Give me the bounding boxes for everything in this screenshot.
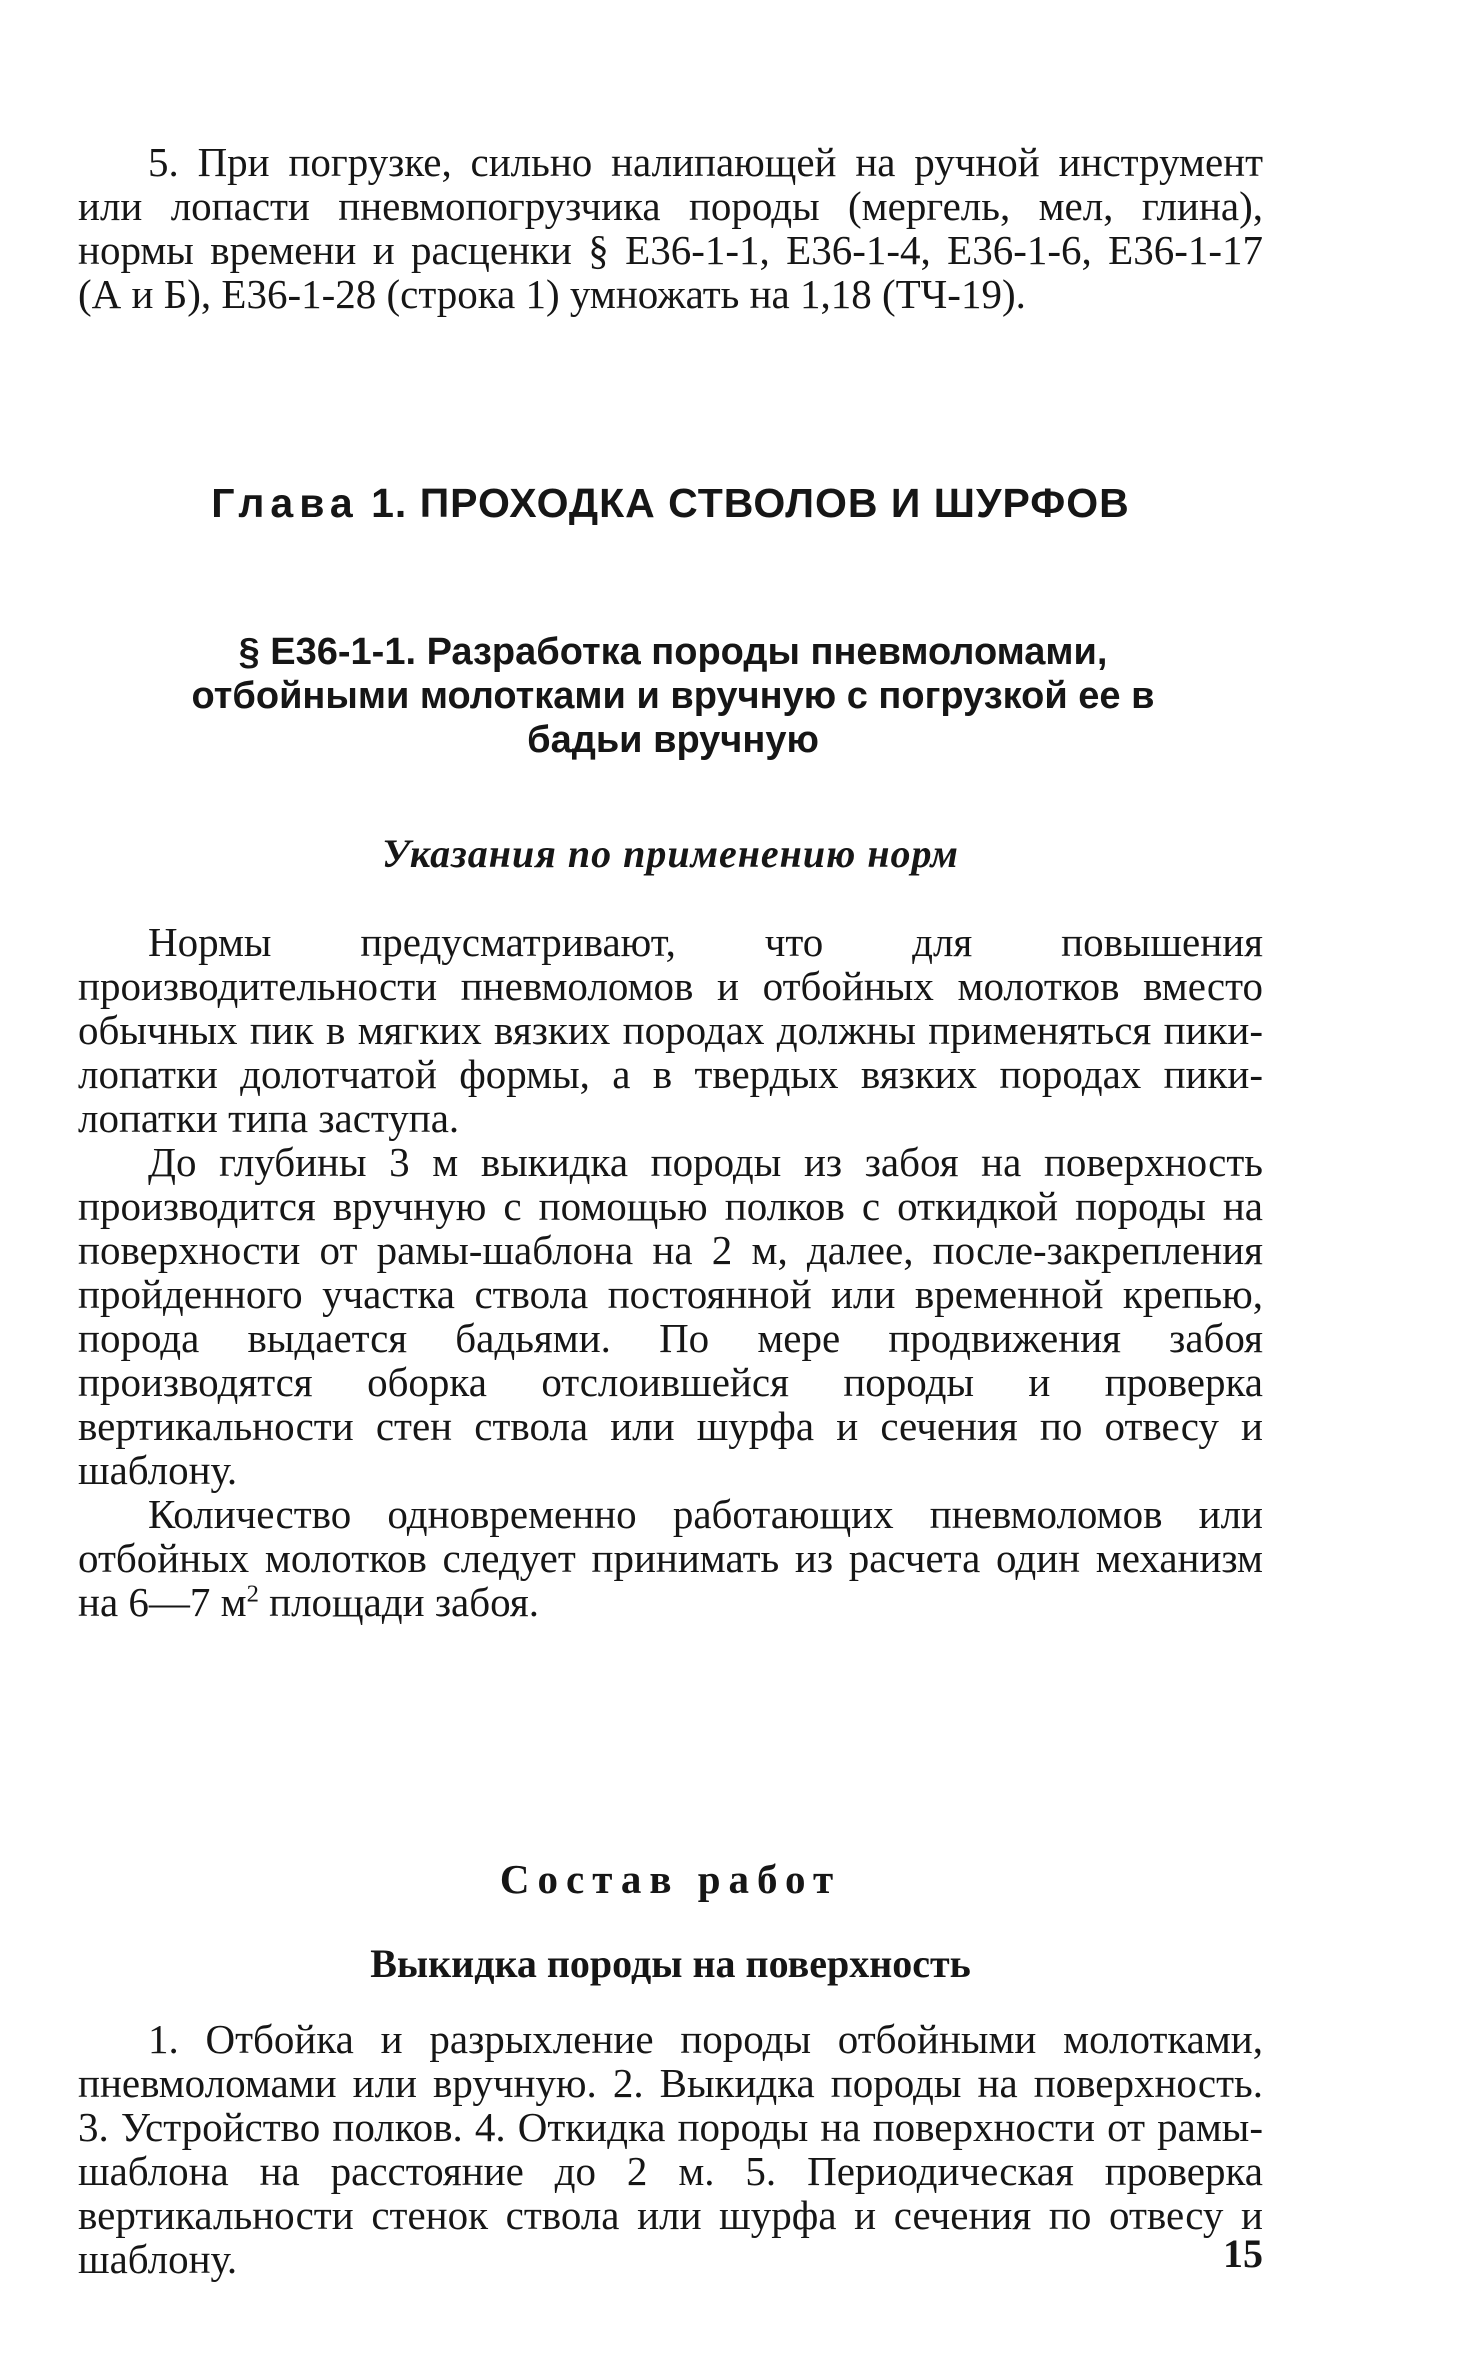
works-heading: Состав работ [499,1856,842,1902]
works-paragraph: 1. Отбойка и разрыхление породы отбойными молотками, пневмоломами или вручную. 2. Выкидка породы на поверхность. 3. Устройство полков. 4. Откидка породы на поверхности от рамы-шаблона на расстояние до 2 м. 5. Периодическая проверка вертикальности стенок ствола или шурфа и сечения по отвесу и шаблону. [78,2016,1263,2282]
norms-paragraph-2: До глубины 3 м выкидка породы из забоя на поверхность производится вручную с помощью полков с откидкой породы на поверхности от рамы-шаблона на 2 м, далее, после-закрепления пройденного участка ствола постоянной или временной крепью, порода выдается бадьями. По мере продвижения забоя производятся оборка отслоившейся породы и проверка вертикальности стен ствола или шурфа и сечения по отвесу и шаблону. [78,1139,1263,1493]
norms-paragraph-1: Нормы предусматривают, что для повышения производительности пневмоломов и отбойных молотков вместо обычных пик в мягких вязких породах должны применяться пики-лопатки долотчатой формы, а в твердых вязких породах пики-лопатки типа заступа. [78,919,1263,1141]
works-subheading: Выкидка породы на поверхность [370,1941,971,1986]
norms-heading: Указания по применению норм [382,831,959,876]
page-number: 15 [1223,2231,1263,2276]
chapter-label: Глава [211,480,359,526]
works-block [78,2017,1263,2281]
section-title: § Е36-1-1. Разработка породы пневмоломами, отбойными молотками и вручную с погрузкой ее в бадьи вручную [191,631,1155,761]
norms-paragraph-3-end: площади забоя. [258,1579,539,1625]
square-superscript: 2 [246,1580,259,1608]
chapter-name: 1. ПРОХОДКА СТВОЛОВ И ШУРФОВ [371,480,1130,526]
chapter-title [78,480,1263,527]
norms-block [78,920,1263,1624]
norms-paragraph-3-text: Количество одновременно работающих пневмоломов или отбойных молотков следует принимать из расчета один механизм на 6—7 м [78,1491,1263,1625]
norms-paragraph-3 [78,1492,1263,1624]
intro-paragraph: 5. При погрузке, сильно налипающей на ручной инструмент или лопасти пневмопогрузчика породы (мергель, мел, глина), нормы времени и расценки § Е36-1-1, Е36-1-4, Е36-1-6, Е36-1-17 (А и Б), Е36-1-28 (строка 1) умножать на 1,18 (ТЧ-19). [78,139,1263,317]
